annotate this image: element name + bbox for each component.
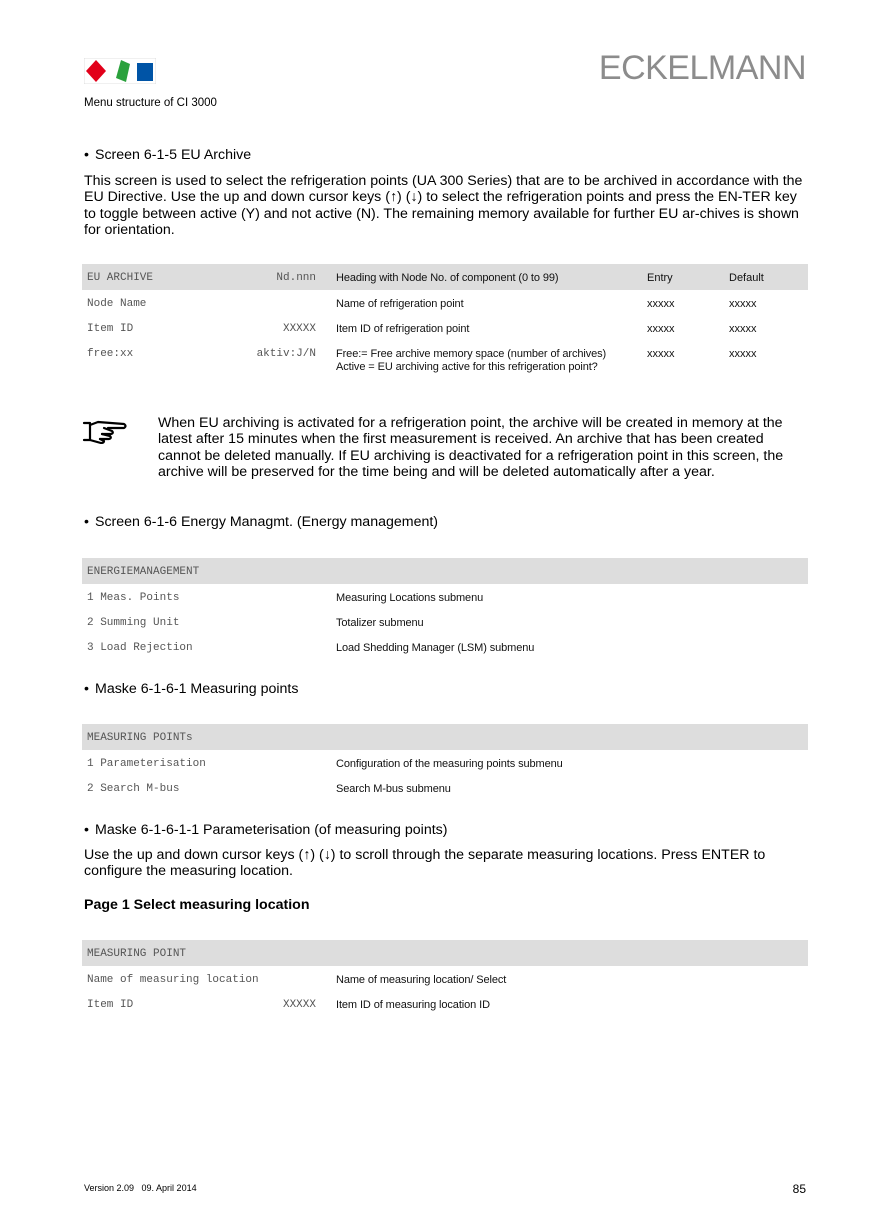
energy-management-table [82,558,808,659]
eckelmann-logo-icon [84,58,156,84]
eu-archive-table [82,264,808,374]
table-header-row: EU ARCHIVE Nd.nnn Heading with Node No. of component (0 to 99) Entry Default [82,264,808,290]
page-number: 85 [792,1182,806,1196]
section3-bullet: • Maske 6-1-6-1 Measuring points [84,681,299,697]
section4-text: Use the up and down cursor keys (↑) (↓) to scroll through the separate measuring locations. Press ENTER to configure the measuring location. [84,847,766,880]
measuring-point-table [82,940,808,1016]
table-row: Item ID XXXXX Item ID of refrigeration point xxxxx xxxxx [87,323,757,335]
section4-bullet: • Maske 6-1-6-1-1 Parameterisation (of measuring points) [84,822,448,838]
table-row: Item ID XXXXX Item ID of measuring location ID [87,999,490,1011]
table-row: 1 Meas. Points Measuring Locations submenu [87,592,484,604]
header-subtitle: Menu structure of CI 3000 [84,97,217,109]
section4-subheading: Page 1 Select measuring location [84,897,310,913]
table-header-row: ENERGIEMANAGEMENT [82,558,808,584]
footer-version: Version 2.09 09. April 2014 [84,1183,197,1193]
table-row: 2 Search M-bus Search M-bus submenu [87,783,451,795]
table-row: free:xx aktiv:J/N Free:= Free archive memory space (number of archives) Active = EU archiving active for this refrigeration point? xxxxx xxxxx [87,348,757,373]
section2-bullet: • Screen 6-1-6 Energy Managmt. (Energy management) [84,514,439,530]
note-text: When EU archiving is activated for a refrigeration point, the archive will be created in memory at the latest after 15 minutes when the first measurement is received. An archive that has been created cannot be deleted manually. If EU archiving is deactivated for a refrigeration point in this screen, the archive will be preserved for the time being and will be deleted automatically after a year. [158,415,784,481]
table-row: 1 Parameterisation Configuration of the measuring points submenu [87,758,563,770]
pointing-hand-icon [82,418,128,444]
section1-text: This screen is used to select the refrigeration points (UA 300 Series) that are to be archived in accordance with the EU Directive. Use the up and down cursor keys (↑) (↓) to select the refrigeration points and press the EN-TER key to toggle between active (Y) and not active (N). The remaining memory available for further EU ar-chives is shown for orientation. [84,173,803,239]
measuring-points-table [82,724,808,800]
table-row: Name of measuring location Name of measuring location/ Select [87,974,507,986]
table-header-row: MEASURING POINT [82,940,808,966]
table-row: Node Name Name of refrigeration point xxxxx xxxxx [87,298,757,310]
section1-bullet: • Screen 6-1-5 EU Archive [84,147,252,163]
table-row: 2 Summing Unit Totalizer submenu [87,617,424,629]
free-description: Free:= Free archive memory space (number of archives) Active = EU archiving active for this refrigeration point? [336,348,607,373]
table-header-row: MEASURING POINTs [82,724,808,750]
table-row: 3 Load Rejection Load Shedding Manager (LSM) submenu [87,642,535,654]
brand-name: ECKELMANN [598,49,806,87]
